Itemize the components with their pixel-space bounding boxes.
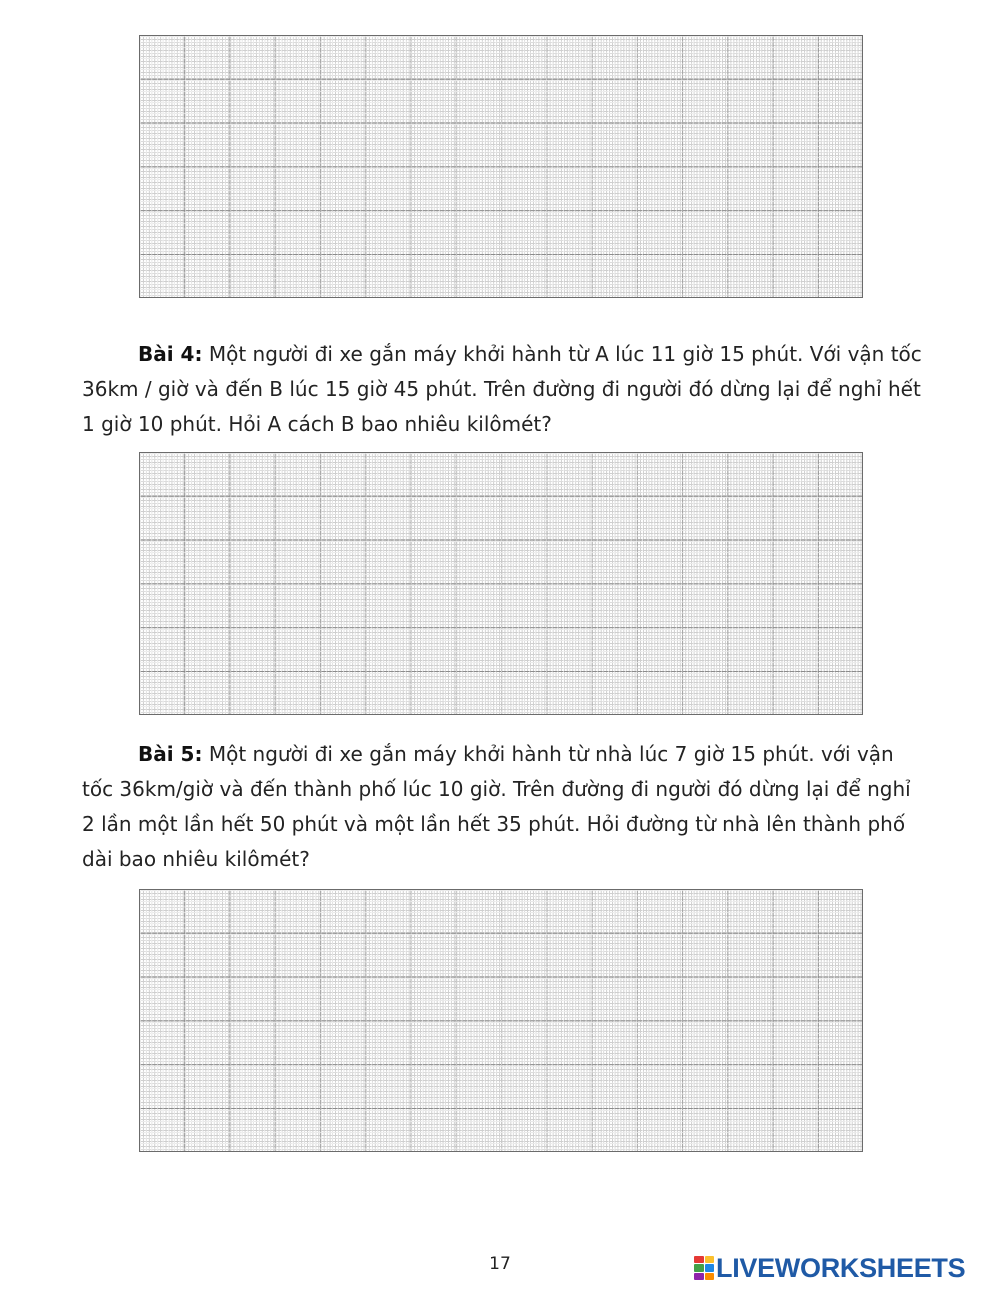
logo-square [694,1256,704,1263]
logo-square [694,1264,704,1271]
problem-4 [82,337,928,442]
liveworksheets-logo-icon [694,1256,714,1280]
logo-square [694,1273,704,1280]
logo-square [705,1256,715,1263]
logo-square [705,1264,715,1271]
problem-5-text: Một người đi xe gắn máy khởi hành từ nhà lúc 7 giờ 15 phút. với vận tốc 36km/giờ và đến thành phố lúc 10 giờ. Trên đường đi người đó dừng lại để nghỉ 2 lần một lần hết 50 phút và một lần hết 35 phút. Hỏi đường từ nhà lên thành phố dài bao nhiêu kilômét? [82,742,911,871]
page-number: 17 [489,1254,511,1274]
problem-5 [82,737,928,877]
answer-grid-problem-4[interactable] [139,452,863,715]
answer-grid-problem-5[interactable] [139,889,863,1152]
logo-square [705,1273,715,1280]
problem-5-label: Bài 5: [138,742,203,766]
answer-grid-top [139,35,863,298]
problem-4-text: Một người đi xe gắn máy khởi hành từ A lúc 11 giờ 15 phút. Với vận tốc 36km / giờ và đến B lúc 15 giờ 45 phút. Trên đường đi người đó dừng lại để nghỉ hết 1 giờ 10 phút. Hỏi A cách B bao nhiêu kilômét? [82,342,922,436]
liveworksheets-brand[interactable] [694,1253,965,1283]
brand-name: LIVEWORKSHEETS [716,1252,966,1283]
problem-4-label: Bài 4: [138,342,203,366]
